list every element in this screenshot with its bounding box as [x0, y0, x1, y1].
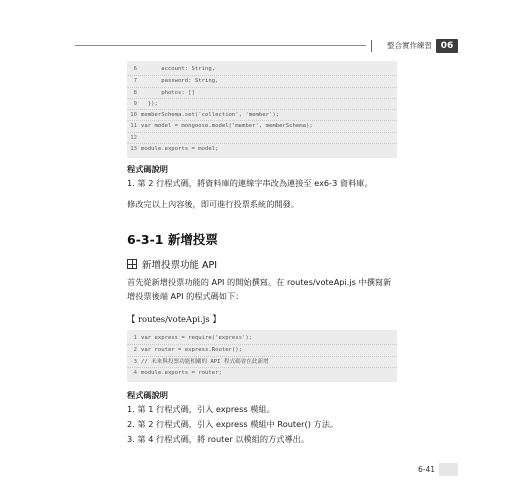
explanation-item: 3. 第 4 行程式碼，將 router 以模組的方式導出。 [127, 434, 310, 444]
code-line [127, 109, 397, 120]
code-text: memberSchema.set('collection', 'member'); [141, 112, 280, 119]
grid-icon [127, 259, 137, 269]
code-text: module.exports = model; [141, 146, 219, 153]
code-text: module.exports = router; [141, 369, 222, 376]
code-line [127, 98, 397, 109]
section-heading: 6-3-1 新增投票 [127, 232, 218, 247]
subsection-heading [127, 257, 217, 271]
header-divider [371, 40, 372, 52]
line-number: 12 [130, 134, 137, 141]
code-line [127, 75, 397, 86]
code-line [127, 344, 397, 355]
code-line [127, 64, 397, 75]
explanation-item: 1. 第 2 行程式碼，將資料庫的連線字串改為連接至 ex6-3 資料庫。 [127, 178, 373, 188]
code-text: var express = require('express'); [141, 335, 253, 341]
code-text: var model = mongoose.model('member', memberSchema); [141, 123, 313, 130]
line-number: 9 [133, 100, 137, 107]
code-line [127, 143, 397, 154]
line-number: 3 [133, 358, 137, 365]
line-number: 7 [133, 78, 137, 85]
file-label: 【 routes/voteApi.js 】 [127, 314, 221, 324]
code-text: var router = express.Router(); [141, 347, 243, 354]
paragraph-line: 首先從新增投票功能的 API 的開始撰寫。在 routes/voteApi.js 中撰寫新 [127, 277, 392, 287]
line-number: 11 [130, 123, 137, 130]
code-text [141, 133, 397, 143]
line-number: 1 [133, 335, 137, 341]
line-number: 8 [133, 89, 137, 96]
code-line [127, 87, 397, 98]
line-number: 4 [133, 369, 137, 376]
page-number: 6-41 [417, 465, 435, 474]
code-text: }); [141, 100, 158, 107]
code-block-vote-api [127, 330, 397, 382]
code-text: account: String, [141, 66, 216, 72]
chapter-title: 整合實作練習 [387, 41, 432, 50]
code-line [127, 120, 397, 131]
page-header [75, 38, 458, 54]
line-number: 13 [130, 146, 137, 153]
line-number: 2 [133, 347, 137, 354]
code-explanation-heading: 程式碼說明 [127, 390, 168, 400]
code-line [127, 333, 397, 344]
line-number: 6 [133, 66, 137, 72]
page-number-tab [439, 463, 458, 476]
code-block-member-model [127, 61, 397, 158]
code-line [127, 356, 397, 367]
code-text: password: String, [141, 78, 219, 85]
code-line [127, 132, 397, 143]
chapter-badge: 06 [436, 39, 458, 53]
code-line [127, 367, 397, 378]
code-explanation-heading: 程式碼說明 [127, 164, 168, 174]
line-number: 10 [130, 112, 137, 119]
explanation-item: 1. 第 1 行程式碼，引入 express 模組。 [127, 404, 275, 414]
explanation-item: 2. 第 2 行程式碼，引入 express 模組中 Router() 方法。 [127, 419, 339, 429]
paragraph: 修改完以上內容後，即可進行投票系統的開發。 [127, 199, 299, 209]
code-text: // 未來與投票功能相關的 API 程式碼會在此新增 [141, 358, 269, 365]
header-rule [75, 45, 366, 46]
paragraph-line: 增投票後端 API 的程式碼如下： [127, 291, 244, 301]
subsection-title: 新增投票功能 API [142, 260, 218, 271]
code-text: photos: [] [141, 89, 195, 96]
